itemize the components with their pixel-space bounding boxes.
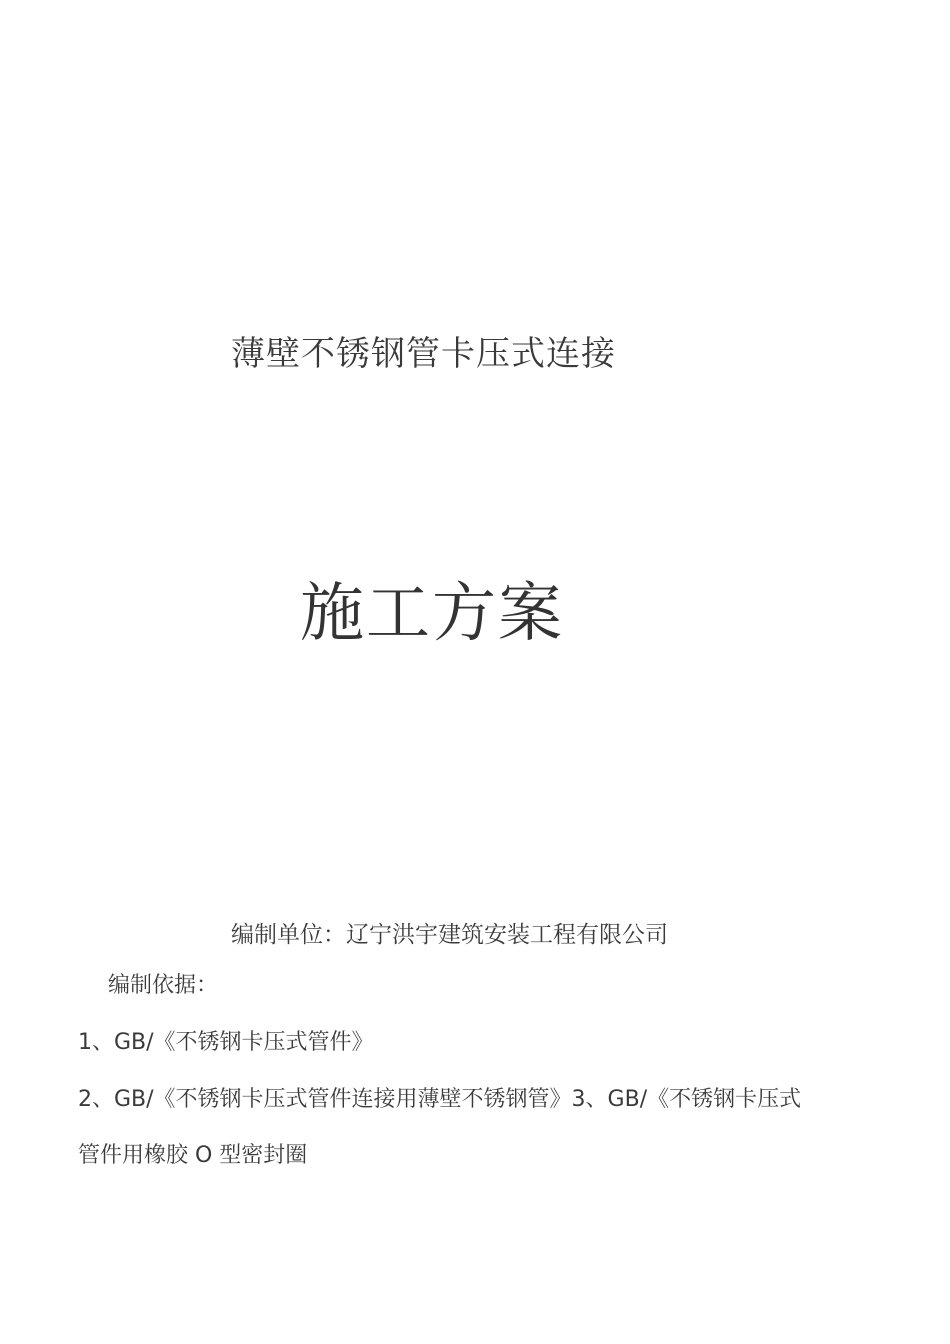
basis-item: 2、GB/《不锈钢卡压式管件连接用薄壁不锈钢管》3、GB/《不锈钢卡压式 <box>78 1087 802 1112</box>
basis-item: 管件用橡胶 O 型密封圈 <box>78 1143 308 1168</box>
basis-label: 编制依据： <box>108 973 219 998</box>
basis-item: 1、GB/《不锈钢卡压式管件》 <box>78 1030 374 1055</box>
document-title: 薄壁不锈钢管卡压式连接 <box>231 334 616 374</box>
document-subtitle: 施工方案 <box>300 577 564 651</box>
compiling-organization: 编制单位：辽宁洪宇建筑安装工程有限公司 <box>231 922 668 948</box>
